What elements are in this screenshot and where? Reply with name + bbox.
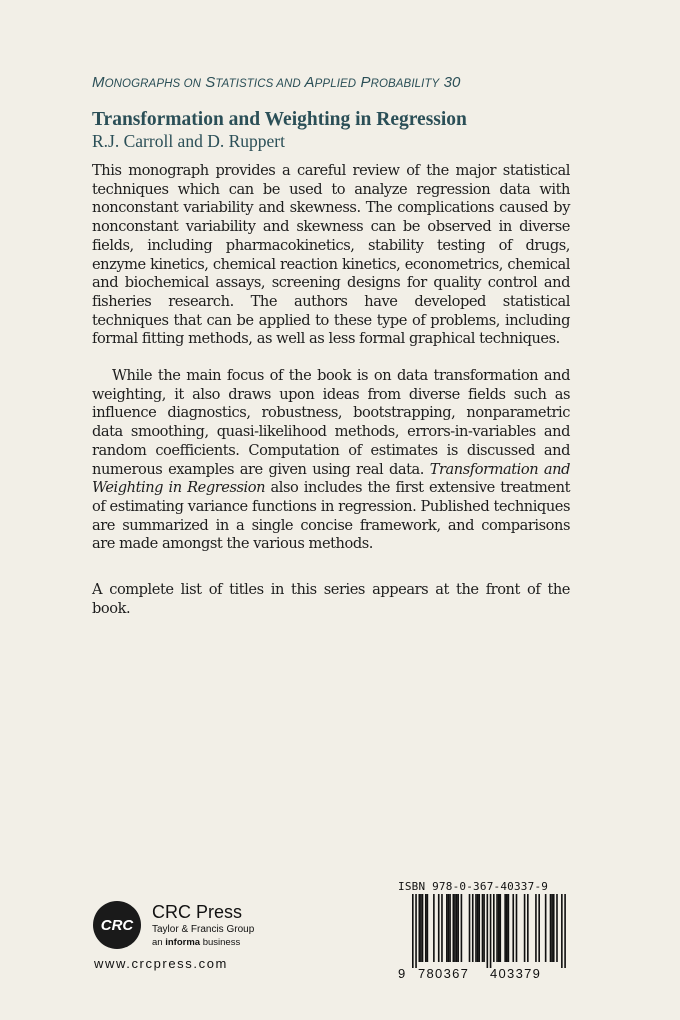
barcode-bar	[493, 894, 495, 962]
barcode-bar	[545, 894, 547, 962]
barcode-bar	[448, 894, 450, 962]
series-note: A complete list of titles in this series appears at the front of the book.	[92, 581, 570, 617]
barcode-bar	[422, 894, 424, 962]
barcode-bar	[472, 894, 474, 962]
publisher-group: Taylor & Francis Group	[152, 924, 255, 935]
barcode-bar	[415, 894, 417, 968]
barcode-bar	[482, 894, 484, 962]
barcode-lead-digit: 9	[398, 966, 406, 981]
book-title-italic: Transformation and Weighting in Regression	[92, 460, 570, 497]
description-paragraph-2: While the main focus of the book is on data transformation and weighting, it also draws upon ideas from diverse fields such as influence diagnostics, robustness, bootstrapping, nonparametric data smoothing, quasi-likelihood methods, errors-in-variables and random coefficients. Computation of estimates is discussed and numerous examples are given using real data. Transformation and Weighting in Regression also includes the first extensive treatment of estimating variance functions in regression. Published techniques are summarized in a single concise framework, and comparisons are made amongst the various methods.	[92, 367, 570, 553]
barcode-bar	[490, 894, 492, 968]
barcode-bar	[487, 894, 489, 968]
description-paragraph-1: This monograph provides a careful review of the major statistical techniques which can be used to analyze regression data with nonconstant variability and skewness. The complications caused by nonconstant variability and skewness can be observed in diverse fields, including pharmacokinetics, stability testing of drugs, enzyme kinetics, chemical reaction kinetics, econometrics, chemical and biochemical assays, screening designs for quality control and fisheries research. The authors have developed statistical techniques that can be applied to these type of problems, including formal fitting methods, as well as less formal graphical techniques.	[92, 162, 570, 348]
barcode-bar	[418, 894, 420, 962]
book-authors: R.J. Carroll and D. Ruppert	[92, 131, 285, 151]
barcode-bar	[561, 894, 563, 968]
series-title: MONOGRAPHS ON STATISTICS AND APPLIED PROBABILITY 30	[92, 74, 461, 91]
isbn-barcode	[396, 880, 570, 982]
crc-logo-icon	[92, 900, 142, 950]
barcode-bar	[441, 894, 443, 962]
barcode-bar	[499, 894, 501, 962]
barcode-bar	[556, 894, 558, 962]
barcode-bar	[456, 894, 458, 962]
barcode-bar	[512, 894, 514, 962]
barcode-bar	[483, 894, 485, 962]
barcode-bar	[496, 894, 498, 962]
barcode-bar	[564, 894, 566, 968]
barcode-bar	[427, 894, 429, 962]
barcode-bar	[475, 894, 477, 962]
barcode-bar	[412, 894, 414, 968]
logo-text: CRC	[100, 917, 134, 934]
barcode-bar	[446, 894, 448, 962]
barcode-bar	[425, 894, 427, 962]
barcode-bar	[469, 894, 471, 962]
isbn-label: ISBN 978-0-367-40337-9	[398, 880, 549, 893]
publisher-url[interactable]: www.crcpress.com	[94, 956, 228, 971]
barcode-bar	[553, 894, 555, 962]
barcode-bar	[527, 894, 529, 962]
barcode-bar	[506, 894, 508, 962]
barcode-bar	[550, 894, 552, 962]
barcode-group-2: 403379	[490, 966, 542, 981]
barcode-bar	[504, 894, 506, 962]
barcode-bar	[478, 894, 480, 962]
barcode-bar	[477, 894, 479, 962]
barcode-bar	[508, 894, 510, 962]
barcode-icon	[396, 894, 570, 968]
barcode-bar	[438, 894, 440, 962]
publisher-business: an informa business	[152, 937, 241, 948]
barcode-bar	[516, 894, 518, 962]
barcode-bar	[433, 894, 435, 962]
barcode-bar	[453, 894, 455, 962]
publisher-name: CRC Press	[152, 902, 243, 922]
barcode-bar	[461, 894, 463, 962]
barcode-bar	[535, 894, 537, 962]
publisher-block	[92, 898, 302, 978]
barcode-bar	[457, 894, 459, 962]
barcode-bar	[524, 894, 526, 962]
barcode-bar	[551, 894, 553, 962]
barcode-bar	[498, 894, 500, 962]
barcode-bar	[420, 894, 422, 962]
barcode-group-1: 780367	[418, 966, 470, 981]
book-title: Transformation and Weighting in Regression	[92, 109, 467, 130]
barcode-bar	[449, 894, 451, 962]
barcode-bar	[454, 894, 456, 962]
barcode-bar	[538, 894, 540, 962]
